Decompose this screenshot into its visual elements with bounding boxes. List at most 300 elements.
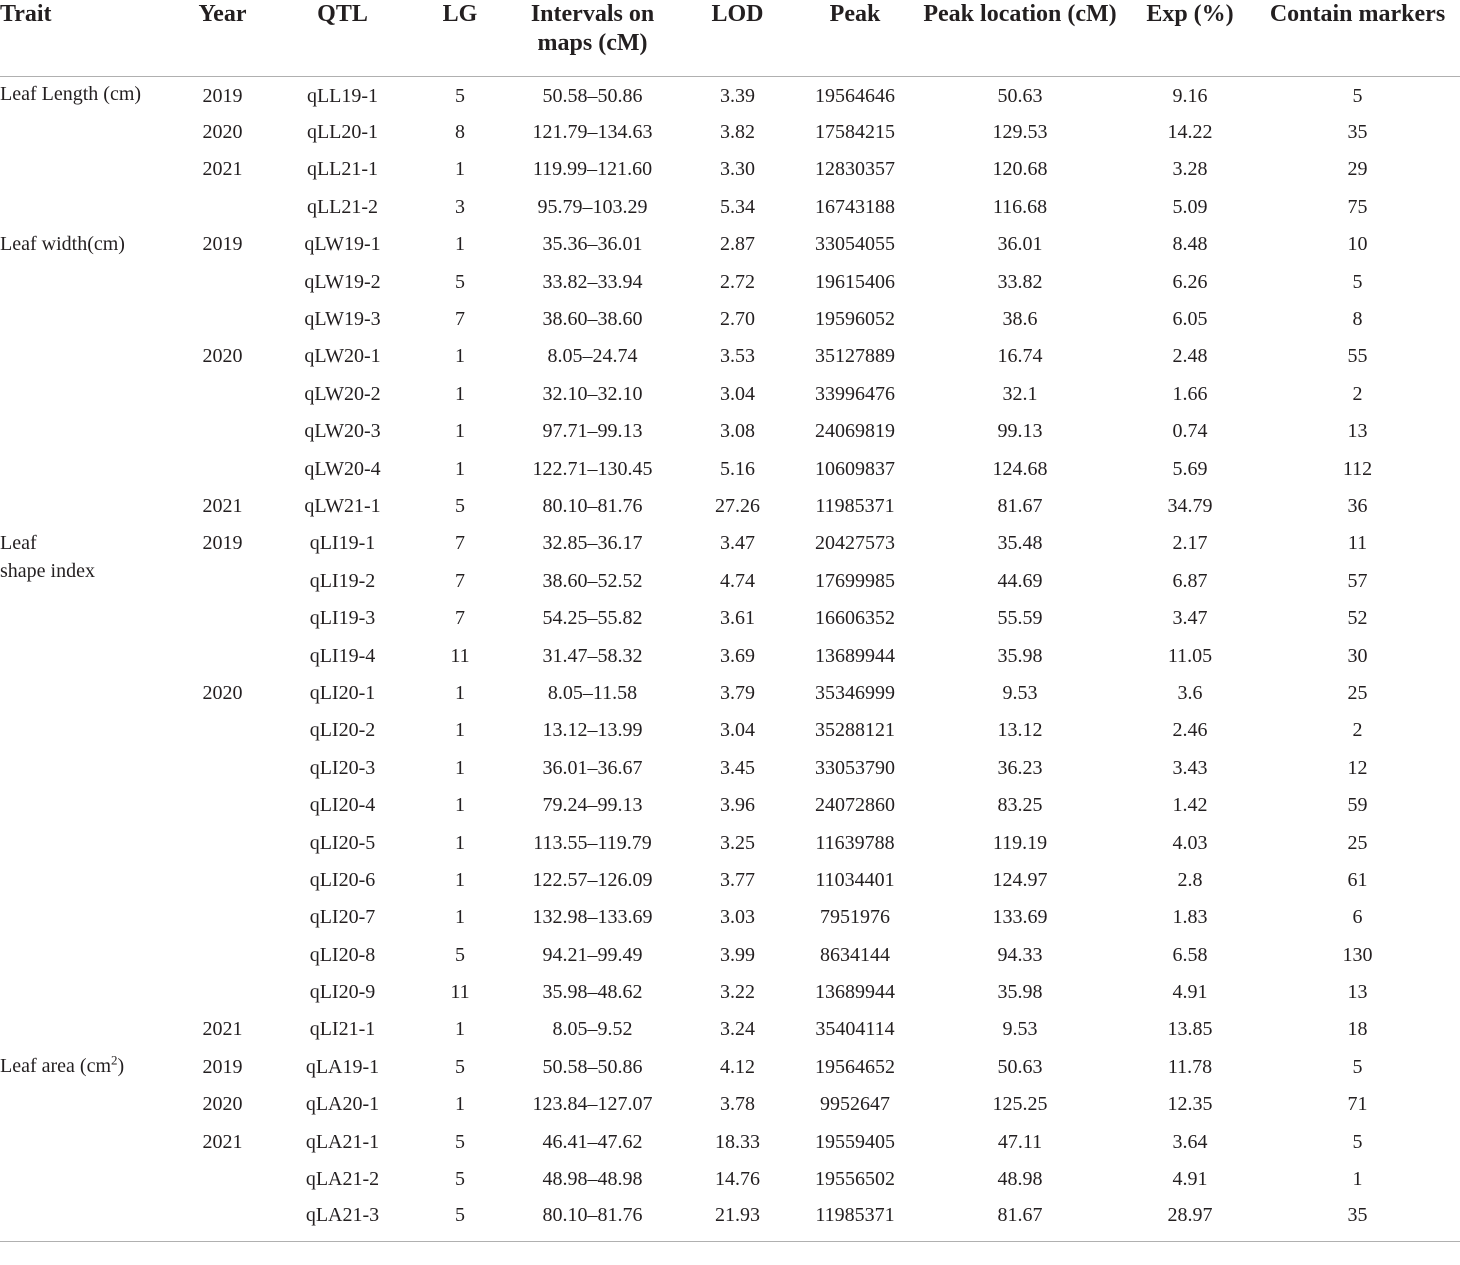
- header-lod: LOD: [711, 1, 764, 27]
- cell-peak: 13689944: [815, 981, 895, 1004]
- cell-exp: 14.22: [1167, 121, 1213, 144]
- cell-interval: 36.01–36.67: [542, 756, 643, 779]
- cell-loc: 125.25: [992, 1093, 1048, 1116]
- cell-markers: 8: [1352, 308, 1363, 331]
- cell-loc: 55.59: [997, 607, 1043, 630]
- cell-loc: 16.74: [997, 345, 1043, 368]
- cell-markers: 55: [1347, 345, 1368, 368]
- cell-year: [175, 637, 270, 674]
- cell-qtl: qLI20-6: [309, 868, 376, 891]
- cell-interval: 121.79–134.63: [532, 121, 653, 144]
- cell-interval: 97.71–99.13: [542, 420, 643, 443]
- cell-lod: 3.99: [720, 943, 755, 966]
- table-row: [0, 562, 1460, 599]
- trait-label: shape index: [0, 559, 95, 582]
- cell-interval: 48.98–48.98: [542, 1168, 643, 1191]
- cell-interval: 132.98–133.69: [532, 906, 653, 929]
- cell-lg: 1: [455, 906, 465, 929]
- cell-lg: 5: [455, 1055, 465, 1078]
- table-row: [0, 1123, 1460, 1160]
- cell-markers: 13: [1347, 981, 1368, 1004]
- table-row: [0, 637, 1460, 674]
- cell-markers: 52: [1347, 607, 1368, 630]
- trait-label: Leaf Length (cm): [0, 82, 142, 105]
- cell-interval: 38.60–52.52: [542, 569, 643, 592]
- cell-peak: 35404114: [815, 1018, 895, 1041]
- cell-year: [175, 300, 270, 337]
- cell-exp: 2.48: [1172, 345, 1208, 368]
- cell-lg: 1: [455, 831, 465, 854]
- table-row: [0, 188, 1460, 225]
- table-row: [0, 76, 1460, 113]
- cell-markers: 61: [1347, 868, 1368, 891]
- cell-peak: 19564646: [815, 85, 895, 108]
- table-row: [0, 226, 1460, 263]
- table-row: [0, 413, 1460, 450]
- cell-loc: 35.98: [997, 644, 1043, 667]
- cell-qtl: qLW19-3: [304, 308, 381, 331]
- cell-year: [175, 599, 270, 636]
- cell-peak: 35127889: [815, 345, 895, 368]
- cell-interval: 50.58–50.86: [542, 85, 643, 108]
- cell-exp: 28.97: [1167, 1203, 1213, 1226]
- cell-lod: 27.26: [715, 494, 760, 517]
- cell-qtl: qLA21-2: [305, 1168, 380, 1191]
- cell-interval: 80.10–81.76: [542, 1203, 643, 1226]
- cell-interval: 94.21–99.49: [542, 943, 643, 966]
- cell-markers: 35: [1347, 1203, 1368, 1226]
- table-row: [0, 1048, 1460, 1085]
- cell-markers: 12: [1347, 756, 1368, 779]
- cell-loc: 94.33: [997, 943, 1043, 966]
- cell-loc: 124.68: [992, 457, 1048, 480]
- cell-peak: 33996476: [815, 382, 895, 405]
- cell-peak: 9952647: [820, 1093, 890, 1116]
- cell-year: [175, 936, 270, 973]
- cell-qtl: qLW20-1: [304, 345, 381, 368]
- cell-year: [175, 263, 270, 300]
- table-row: [0, 151, 1460, 188]
- header-exp: Exp (%): [1146, 1, 1234, 27]
- cell-year: 2021: [202, 1130, 243, 1153]
- cell-interval: 32.85–36.17: [542, 532, 643, 555]
- cell-peak: 24072860: [815, 794, 895, 817]
- cell-lod: 2.87: [720, 233, 755, 256]
- cell-loc: 99.13: [997, 420, 1043, 443]
- cell-exp: 1.66: [1172, 382, 1208, 405]
- cell-interval: 8.05–9.52: [552, 1018, 633, 1041]
- cell-qtl: qLI20-4: [309, 794, 376, 817]
- cell-loc: 119.19: [992, 831, 1048, 854]
- cell-loc: 129.53: [992, 121, 1048, 144]
- cell-loc: 120.68: [992, 158, 1048, 181]
- cell-loc: 47.11: [997, 1130, 1043, 1153]
- cell-peak: 11639788: [815, 831, 895, 854]
- cell-markers: 25: [1347, 831, 1368, 854]
- cell-lg: 5: [455, 1168, 465, 1191]
- cell-peak: 17584215: [815, 121, 895, 144]
- cell-lg: 1: [455, 1018, 465, 1041]
- table-row: [0, 786, 1460, 823]
- cell-peak: 16743188: [815, 195, 895, 218]
- cell-markers: 1: [1352, 1168, 1363, 1191]
- cell-markers: 59: [1347, 794, 1368, 817]
- cell-peak: 20427573: [815, 532, 895, 555]
- cell-peak: 33054055: [815, 233, 895, 256]
- cell-peak: 10609837: [815, 457, 895, 480]
- cell-exp: 13.85: [1167, 1018, 1213, 1041]
- cell-exp: 1.83: [1172, 906, 1208, 929]
- cell-qtl: qLI19-2: [309, 569, 376, 592]
- cell-qtl: qLI20-1: [309, 681, 376, 704]
- cell-qtl: qLA21-3: [305, 1203, 380, 1226]
- cell-peak: 19564652: [815, 1055, 895, 1078]
- cell-loc: 44.69: [997, 569, 1043, 592]
- cell-lod: 3.82: [720, 121, 755, 144]
- table-row: [0, 599, 1460, 636]
- table-row: [0, 263, 1460, 300]
- cell-loc: 133.69: [992, 906, 1048, 929]
- cell-markers: 112: [1342, 457, 1373, 480]
- cell-peak: 19615406: [815, 270, 895, 293]
- cell-exp: 2.46: [1172, 719, 1208, 742]
- cell-markers: 2: [1352, 382, 1363, 405]
- cell-qtl: qLI20-8: [309, 943, 376, 966]
- header-intervals: Intervals on maps (cM): [530, 1, 655, 56]
- table-row: [0, 973, 1460, 1010]
- cell-peak: 35288121: [815, 719, 895, 742]
- cell-markers: 36: [1347, 494, 1368, 517]
- cell-year: 2019: [202, 85, 243, 108]
- cell-markers: 5: [1352, 85, 1363, 108]
- cell-peak: 19596052: [815, 308, 895, 331]
- cell-peak: 17699985: [815, 569, 895, 592]
- cell-loc: 83.25: [997, 794, 1043, 817]
- cell-qtl: qLW19-1: [304, 233, 381, 256]
- cell-exp: 9.16: [1172, 85, 1208, 108]
- cell-exp: 6.58: [1172, 943, 1208, 966]
- cell-year: [175, 749, 270, 786]
- cell-lg: 3: [455, 195, 465, 218]
- table-row: [0, 824, 1460, 861]
- cell-qtl: qLI20-5: [309, 831, 376, 854]
- cell-lod: 3.96: [720, 794, 755, 817]
- cell-qtl: qLL21-1: [306, 158, 379, 181]
- cell-lg: 11: [450, 644, 470, 667]
- cell-peak: 11034401: [815, 868, 895, 891]
- cell-peak: 11985371: [815, 1203, 895, 1226]
- table-row: [0, 674, 1460, 711]
- cell-qtl: qLI20-9: [309, 981, 376, 1004]
- cell-lod: 3.04: [720, 719, 755, 742]
- cell-markers: 18: [1347, 1018, 1368, 1041]
- cell-qtl: qLW21-1: [304, 494, 381, 517]
- cell-loc: 50.63: [997, 85, 1043, 108]
- cell-year: [175, 413, 270, 450]
- cell-peak: 13689944: [815, 644, 895, 667]
- table-row: [0, 749, 1460, 786]
- cell-year: [175, 375, 270, 412]
- header-lg: LG: [442, 1, 478, 27]
- cell-lod: 3.47: [720, 532, 755, 555]
- cell-year: [175, 973, 270, 1010]
- cell-year: [175, 1198, 270, 1242]
- cell-interval: 31.47–58.32: [542, 644, 643, 667]
- cell-lg: 1: [455, 868, 465, 891]
- cell-exp: 6.05: [1172, 308, 1208, 331]
- cell-peak: 33053790: [815, 756, 895, 779]
- cell-markers: 5: [1352, 1055, 1363, 1078]
- cell-lod: 3.25: [720, 831, 755, 854]
- cell-markers: 11: [1347, 532, 1368, 555]
- cell-markers: 5: [1352, 1130, 1363, 1153]
- table-row: [0, 1011, 1460, 1048]
- cell-qtl: qLA20-1: [305, 1093, 380, 1116]
- header-qtl: QTL: [317, 1, 368, 27]
- cell-loc: 35.48: [997, 532, 1043, 555]
- cell-lod: 3.08: [720, 420, 755, 443]
- cell-interval: 50.58–50.86: [542, 1055, 643, 1078]
- cell-qtl: qLW20-4: [304, 457, 381, 480]
- cell-qtl: qLI20-3: [309, 756, 376, 779]
- cell-exp: 6.26: [1172, 270, 1208, 293]
- cell-lod: 3.69: [720, 644, 755, 667]
- cell-qtl: qLI19-4: [309, 644, 376, 667]
- cell-qtl: qLL20-1: [306, 121, 379, 144]
- cell-loc: 50.63: [997, 1055, 1043, 1078]
- cell-qtl: qLW19-2: [304, 270, 381, 293]
- header-row: [0, 0, 1460, 76]
- cell-year: 2019: [202, 233, 243, 256]
- cell-lg: 1: [455, 681, 465, 704]
- cell-lg: 5: [455, 494, 465, 517]
- cell-lod: 2.72: [720, 270, 755, 293]
- cell-loc: 13.12: [997, 719, 1043, 742]
- cell-qtl: qLL19-1: [306, 85, 379, 108]
- cell-exp: 3.64: [1172, 1130, 1208, 1153]
- cell-interval: 35.98–48.62: [542, 981, 643, 1004]
- cell-lg: 1: [455, 719, 465, 742]
- cell-lg: 1: [455, 756, 465, 779]
- cell-exp: 2.8: [1177, 868, 1203, 891]
- cell-exp: 3.28: [1172, 158, 1208, 181]
- cell-exp: 3.47: [1172, 607, 1208, 630]
- table-row: [0, 899, 1460, 936]
- cell-lod: 3.53: [720, 345, 755, 368]
- cell-qtl: qLI20-7: [309, 906, 376, 929]
- table-row: [0, 300, 1460, 337]
- cell-lg: 1: [455, 233, 465, 256]
- cell-year: [175, 1160, 270, 1197]
- cell-lod: 5.16: [720, 457, 755, 480]
- cell-year: 2021: [202, 494, 243, 517]
- cell-lg: 1: [455, 1093, 465, 1116]
- cell-exp: 11.78: [1167, 1055, 1213, 1078]
- cell-year: 2020: [202, 1093, 243, 1116]
- cell-year: 2021: [202, 1018, 243, 1041]
- cell-trait: [0, 1048, 175, 1242]
- cell-loc: 36.01: [997, 233, 1043, 256]
- cell-markers: 30: [1347, 644, 1368, 667]
- cell-interval: 8.05–24.74: [547, 345, 638, 368]
- cell-markers: 10: [1347, 233, 1368, 256]
- cell-year: 2019: [202, 1055, 243, 1078]
- table-row: [0, 1160, 1460, 1197]
- cell-qtl: qLL21-2: [306, 195, 379, 218]
- cell-lod: 4.12: [720, 1055, 755, 1078]
- cell-lg: 7: [455, 532, 465, 555]
- cell-lod: 3.24: [720, 1018, 755, 1041]
- cell-lod: 4.74: [720, 569, 755, 592]
- cell-lod: 18.33: [715, 1130, 760, 1153]
- cell-exp: 5.69: [1172, 457, 1208, 480]
- cell-interval: 33.82–33.94: [542, 270, 643, 293]
- cell-interval: 123.84–127.07: [532, 1093, 653, 1116]
- cell-loc: 116.68: [992, 195, 1048, 218]
- cell-lg: 5: [455, 85, 465, 108]
- cell-lg: 1: [455, 420, 465, 443]
- cell-year: [175, 712, 270, 749]
- cell-loc: 38.6: [1002, 308, 1038, 331]
- cell-loc: 36.23: [997, 756, 1043, 779]
- table-row: [0, 1198, 1460, 1242]
- cell-markers: 25: [1347, 681, 1368, 704]
- cell-exp: 3.6: [1177, 681, 1203, 704]
- cell-year: [175, 899, 270, 936]
- cell-markers: 57: [1347, 569, 1368, 592]
- cell-loc: 81.67: [997, 494, 1043, 517]
- cell-exp: 0.74: [1172, 420, 1208, 443]
- cell-interval: 46.41–47.62: [542, 1130, 643, 1153]
- cell-year: [175, 562, 270, 599]
- table-row: [0, 113, 1460, 150]
- cell-peak: 16606352: [815, 607, 895, 630]
- cell-lg: 7: [455, 569, 465, 592]
- cell-qtl: qLI21-1: [309, 1018, 376, 1041]
- cell-peak: 24069819: [815, 420, 895, 443]
- cell-exp: 8.48: [1172, 233, 1208, 256]
- cell-lg: 5: [455, 943, 465, 966]
- cell-exp: 6.87: [1172, 569, 1208, 592]
- trait-label: Leaf area $(cm^2)$: [0, 1052, 125, 1078]
- cell-year: 2020: [202, 681, 243, 704]
- cell-lod: 3.04: [720, 382, 755, 405]
- cell-markers: 13: [1347, 420, 1368, 443]
- cell-interval: 8.05–11.58: [547, 681, 638, 704]
- cell-markers: 6: [1352, 906, 1363, 929]
- cell-interval: 113.55–119.79: [533, 831, 652, 854]
- cell-markers: 75: [1347, 195, 1368, 218]
- cell-qtl: qLW20-2: [304, 382, 381, 405]
- cell-interval: 54.25–55.82: [542, 607, 643, 630]
- cell-lod: 2.70: [720, 308, 755, 331]
- cell-lod: 3.77: [720, 868, 755, 891]
- header-markers: Contain markers: [1269, 1, 1446, 27]
- cell-markers: 5: [1352, 270, 1363, 293]
- cell-exp: 5.09: [1172, 195, 1208, 218]
- table-row: [0, 1086, 1460, 1123]
- cell-markers: 29: [1347, 158, 1368, 181]
- cell-interval: 79.24–99.13: [542, 794, 643, 817]
- cell-lg: 1: [455, 158, 465, 181]
- cell-exp: 11.05: [1167, 644, 1213, 667]
- table-row: [0, 936, 1460, 973]
- cell-lg: 8: [455, 121, 465, 144]
- table-row: [0, 861, 1460, 898]
- cell-lod: 3.22: [720, 981, 755, 1004]
- cell-peak: 19559405: [815, 1130, 895, 1153]
- cell-lg: 5: [455, 1130, 465, 1153]
- cell-lod: 5.34: [720, 195, 755, 218]
- cell-interval: 32.10–32.10: [542, 382, 643, 405]
- header-peak: Peak: [829, 1, 881, 27]
- cell-lg: 1: [455, 382, 465, 405]
- cell-lod: 14.76: [715, 1168, 760, 1191]
- cell-interval: 95.79–103.29: [537, 195, 648, 218]
- cell-lod: 3.39: [720, 85, 755, 108]
- cell-lg: 7: [455, 607, 465, 630]
- cell-interval: 13.12–13.99: [542, 719, 643, 742]
- cell-markers: 71: [1347, 1093, 1368, 1116]
- cell-loc: 9.53: [1002, 1018, 1038, 1041]
- cell-lg: 7: [455, 308, 465, 331]
- cell-lg: 1: [455, 345, 465, 368]
- cell-loc: 32.1: [1002, 382, 1038, 405]
- cell-year: 2020: [202, 121, 243, 144]
- cell-trait: [0, 76, 175, 226]
- cell-year: [175, 861, 270, 898]
- cell-lod: 3.03: [720, 906, 755, 929]
- cell-markers: 35: [1347, 121, 1368, 144]
- cell-peak: 11985371: [815, 494, 895, 517]
- header-peak-location: Peak location (cM): [923, 1, 1117, 27]
- cell-exp: 1.42: [1172, 794, 1208, 817]
- cell-trait: [0, 525, 175, 1048]
- header-trait: Trait: [0, 1, 52, 27]
- cell-trait: [0, 226, 175, 525]
- cell-lod: 3.78: [720, 1093, 755, 1116]
- cell-interval: 119.99–121.60: [532, 158, 653, 181]
- cell-exp: 34.79: [1167, 494, 1213, 517]
- cell-qtl: qLA19-1: [305, 1055, 380, 1078]
- cell-exp: 4.91: [1172, 1168, 1208, 1191]
- cell-loc: 9.53: [1002, 681, 1038, 704]
- cell-lod: 3.61: [720, 607, 755, 630]
- cell-lod: 3.30: [720, 158, 755, 181]
- cell-lg: 11: [450, 981, 470, 1004]
- cell-qtl: qLI20-2: [309, 719, 376, 742]
- cell-loc: 48.98: [997, 1168, 1043, 1191]
- table-row: [0, 450, 1460, 487]
- cell-qtl: qLI19-1: [309, 532, 376, 555]
- table-row: [0, 487, 1460, 524]
- cell-interval: 122.71–130.45: [532, 457, 653, 480]
- cell-year: [175, 450, 270, 487]
- cell-interval: 35.36–36.01: [542, 233, 643, 256]
- cell-peak: 12830357: [815, 158, 895, 181]
- table-body: [0, 76, 1460, 1242]
- cell-exp: 4.91: [1172, 981, 1208, 1004]
- cell-year: 2019: [202, 532, 243, 555]
- cell-interval: 38.60–38.60: [542, 308, 643, 331]
- cell-interval: 80.10–81.76: [542, 494, 643, 517]
- cell-year: [175, 786, 270, 823]
- cell-exp: 4.03: [1172, 831, 1208, 854]
- cell-lod: 21.93: [715, 1203, 760, 1226]
- cell-markers: 130: [1342, 943, 1373, 966]
- cell-peak: 19556502: [815, 1168, 895, 1191]
- cell-interval: 122.57–126.09: [532, 868, 653, 891]
